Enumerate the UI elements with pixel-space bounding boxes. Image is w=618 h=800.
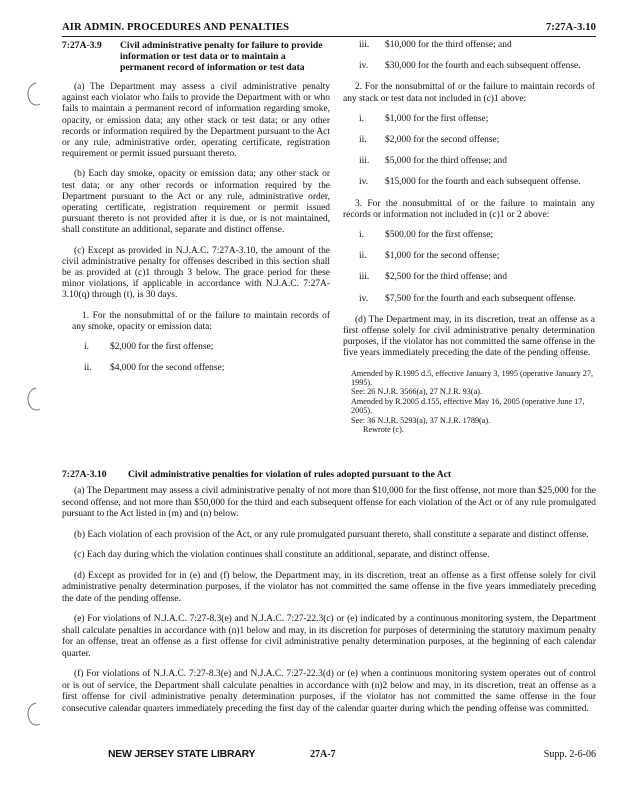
history-note: See: 26 N.J.R. 3566(a), 27 N.J.R. 93(a).	[351, 387, 482, 397]
history-note: Rewrote (c).	[363, 425, 404, 435]
list-item: ii. $4,000 for the second offense;	[84, 363, 225, 374]
history-note: See: 36 N.J.R. 5293(a), 37 N.J.R. 1789(a).	[351, 415, 491, 425]
paragraph: (a) The Department may assess a civil administrative penalty of not more than $10,000 for the first offense, not more than $25,000 for the second offense, and not more than $50,000 for the third and each subsequent offense for each violation of the Act or of any rule promulgated pursuant to the Act listed in (m) and (n) below.	[62, 486, 596, 519]
paragraph: 1. For the nonsubmittal of or the failure to maintain records of any smoke, opacity or emission data:	[72, 310, 330, 332]
list-item: ii. $2,000 for the second offense;	[359, 135, 500, 146]
section-heading	[62, 469, 596, 480]
running-header	[62, 22, 596, 37]
list-item: ii. $1,000 for the second offense;	[359, 251, 500, 262]
section-title: Civil administrative penalty for failure to provide information or test data or to maintain a permanent record of information or test data	[120, 40, 323, 73]
history-notes	[343, 369, 595, 435]
section-number: 7:27A-3.10	[62, 469, 107, 480]
paragraph: (c) Except as provided in N.J.A.C. 7:27A-3.10, the amount of the civil administrative penalty for offenses described in this section shall be as provided at (c)1 through 3 below. The grace period for these minor violations, if applicable in accordance with N.J.A.C. 7:27A-3.10(q) through (t), is 30 days.	[62, 245, 330, 301]
paragraph: (d) The Department may, in its discretion, treat an offense as a first offense solely for civil administrative penalty determination purposes, if the violator has not committed the same offense in the five years immediately preceding the date of the pending offense.	[343, 314, 595, 359]
list-item: i. $2,000 for the first offense;	[84, 342, 214, 353]
section-number: 7:27A-3.9	[62, 40, 102, 51]
paragraph: (b) Each violation of each provision of the Act, or any rule promulgated pursuant thereto, shall constitute a separate and distinct offense.	[74, 529, 589, 540]
binder-hole-mark-icon	[22, 385, 42, 413]
binder-hole-mark-icon	[22, 80, 42, 108]
list-item: iii. $10,000 for the third offense; and	[359, 40, 512, 50]
section-heading	[62, 40, 330, 73]
history-note: Amended by R.2005 d.155, effective May 16, 2005 (operative June 17, 2005).	[351, 396, 585, 416]
section-title: Civil administrative penalties for violation of rules adopted pursuant to the Act	[128, 469, 452, 480]
list-item: iii. $5,000 for the third offense; and	[359, 156, 507, 167]
list-item: iv. $7,500 for the fourth and each subsequent offense.	[359, 293, 576, 304]
list-item: iii. $2,500 for the third offense; and	[359, 272, 507, 283]
history-note: Amended by R.1995 d.5, effective January 3, 1995 (operative January 27, 1995).	[351, 368, 593, 388]
paragraph: (e) For violations of N.J.A.C. 7:27-8.3(e) and N.J.A.C. 7:27-22.3(c) or (e) indicated by a continuous monitoring system, the Department shall calculate penalties in accordance with (n)1 below and may, in its discretion for purposes of determining the statutory maximum penalty for an offense, treat an offense as a first offense for civil administrative penalty determination purposes, at the beginning of each calendar quarter.	[62, 614, 596, 659]
paragraph: (f) For violations of N.J.A.C. 7:27-8.3(e) and N.J.A.C. 7:27-22.3(d) or (e) when a continuous monitoring system operates out of control or is out of service, the Department shall calculate penalties in accordance with (n)2 below and may, in its discretion, treat an offense as a first offense for civil administrative penalty determination purposes, if the violator has not committed the same offense in the four consecutive calendar quarters immediately preceding the first day of the calendar quarter during which the pending offense was committed.	[62, 669, 596, 714]
list-item: i. $1,000 for the first offense;	[359, 113, 489, 124]
paragraph: 3. For the nonsubmittal of or the failure to maintain any records or information not included in (c)1 or 2 above:	[343, 198, 595, 220]
paragraph: (b) Each day smoke, opacity or emission data; any other stack or test data; or any other records or information required by the Department pursuant to the Act or any rule, administrative order, operating certificate, registration requirement or permit issued pursuant thereto is not provided after it is due, or is not maintained, shall constitute an additional, separate and distinct offense.	[62, 169, 330, 236]
header-section-number: 7:27A-3.10	[545, 22, 596, 33]
section-7-27A-3-10	[62, 469, 596, 724]
paragraph: 2. For the nonsubmittal of or the failure to maintain records of any stack or test data not included in (c)1 above:	[343, 82, 595, 104]
paragraph: (a) The Department may assess a civil administrative penalty against each violator who fails to provide the Department with or who fails to maintain a permanent record of information regarding smoke, opacity, or emission data; any other stack or test data; or any other records or information required by the Department pursuant to the Act or any rule, administrative order, operating certificate, registration requirement or permit issued pursuant thereto.	[62, 82, 330, 160]
supplement-date: Supp. 2-6-06	[543, 749, 596, 760]
paragraph: (d) Except as provided for in (e) and (f) below, the Department may, in its discretion, treat an offense as a first offense solely for civil administrative penalty determination purposes, if the violator has not committed the same offense in the five years immediately preceding the date of the pending offense.	[62, 570, 596, 604]
list-item: i. $500.00 for the first offense;	[359, 230, 494, 241]
header-title: AIR ADMIN. PROCEDURES AND PENALTIES	[62, 22, 290, 33]
page-footer	[62, 749, 596, 763]
page-number: 27A-7	[310, 749, 336, 760]
binder-hole-mark-icon	[22, 700, 42, 728]
left-column	[62, 40, 330, 384]
paragraph: (c) Each day during which the violation continues shall constitute an additional, separate, and distinct offense.	[74, 550, 490, 560]
right-column	[343, 40, 595, 435]
library-stamp: NEW JERSEY STATE LIBRARY	[108, 749, 256, 760]
list-item: iv. $30,000 for the fourth and each subsequent offense.	[359, 61, 581, 72]
list-item: iv. $15,000 for the fourth and each subsequent offense.	[359, 177, 581, 188]
